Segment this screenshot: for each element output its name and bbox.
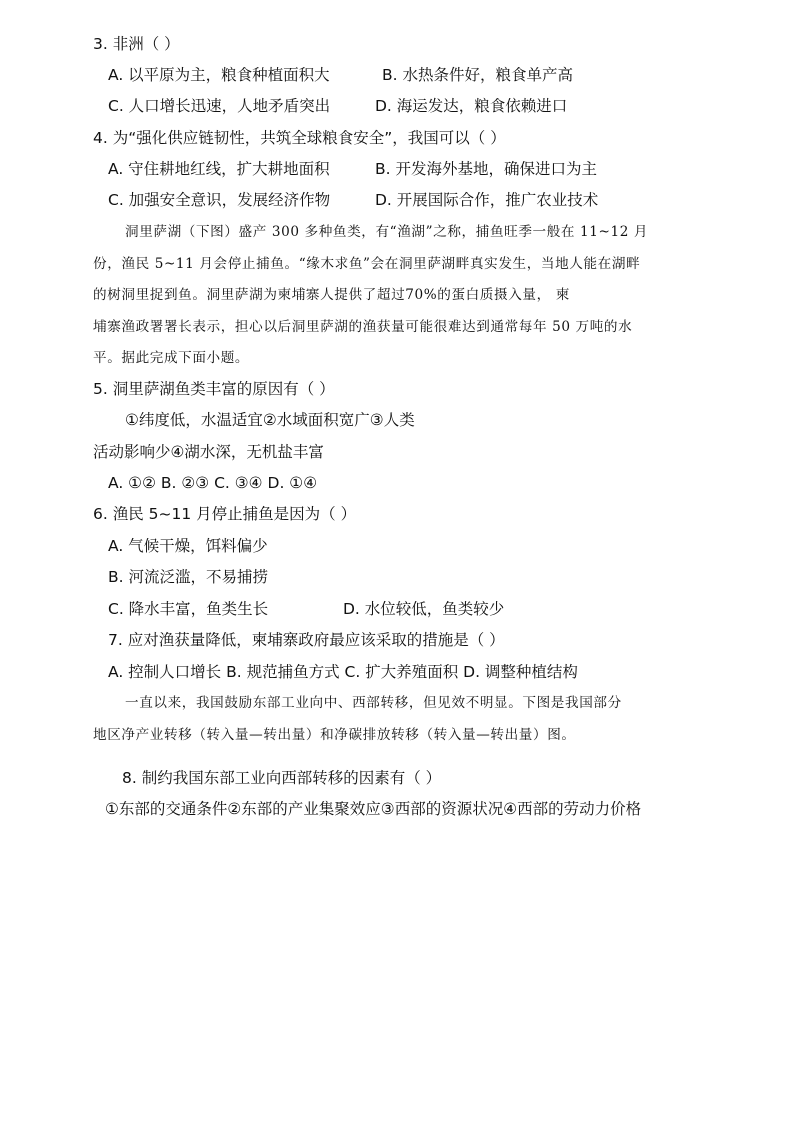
q8-options: ①东部的交通条件②东部的产业集聚效应③西部的资源状况④西部的劳动力价格	[105, 800, 642, 818]
passage1-line2: 份，渔民 5~11 月会停止捕鱼。“缘木求鱼”会在洞里萨湖畔真实发生，当地人能在湖畔	[93, 256, 641, 272]
q3-option-c: C. 人口增长迅速，人地矛盾突出	[108, 97, 331, 115]
passage2-line2: 地区净产业转移（转入量—转出量）和净碳排放转移（转入量—转出量）图。	[93, 727, 576, 743]
q3-option-d: D. 海运发达，粮食依赖进口	[375, 97, 568, 115]
q4-option-c: C. 加强安全意识，发展经济作物	[108, 191, 331, 209]
q6-option-c: C. 降水丰富，鱼类生长	[108, 600, 269, 618]
q6-option-a: A. 气候干燥，饵料偏少	[108, 537, 268, 555]
passage2-line1: 一直以来，我国鼓励东部工业向中、西部转移，但见效不明显。下图是我国部分	[125, 695, 622, 711]
passage1-line3: 的树洞里捉到鱼。洞里萨湖为柬埔寨人提供了超过70%的蛋白质摄入量， 柬	[93, 287, 570, 303]
q4-option-a: A. 守住耕地红线，扩大耕地面积	[108, 160, 330, 178]
q4-option-d: D. 开展国际合作，推广农业技术	[375, 191, 599, 209]
q5-options-line1: ①纬度低，水温适宜②水域面积宽广③人类	[125, 411, 415, 429]
q6-option-d: D. 水位较低，鱼类较少	[343, 600, 505, 618]
q3-option-a: A. 以平原为主，粮食种植面积大	[108, 66, 330, 84]
q5-stem: 5. 洞里萨湖鱼类丰富的原因有（ ）	[93, 380, 335, 398]
q4-option-b: B. 开发海外基地，确保进口为主	[375, 160, 597, 178]
q3-option-b: B. 水热条件好，粮食单产高	[382, 66, 573, 84]
passage1-line5: 平。据此完成下面小题。	[93, 350, 250, 366]
passage1-line4: 埔寨渔政署署长表示，担心以后洞里萨湖的渔获量可能很难达到通常每年 50 万吨的水	[93, 319, 633, 335]
q6-option-b: B. 河流泛滥，不易捕捞	[108, 568, 268, 586]
q7-choices: A. 控制人口增长 B. 规范捕鱼方式 C. 扩大养殖面积 D. 调整种植结构	[108, 663, 578, 681]
q7-stem: 7. 应对渔获量降低，柬埔寨政府最应该采取的措施是（ ）	[108, 631, 505, 649]
q5-choices: A. ①② B. ②③ C. ③④ D. ①④	[108, 474, 318, 492]
q3-stem: 3. 非洲（ ）	[93, 35, 180, 53]
q5-options-line2: 活动影响少④湖水深，无机盐丰富	[93, 443, 324, 461]
q4-stem: 4. 为“强化供应链韧性，共筑全球粮食安全”，我国可以（ ）	[93, 129, 506, 147]
q8-stem: 8. 制约我国东部工业向西部转移的因素有（ ）	[122, 769, 442, 787]
q6-stem: 6. 渔民 5~11 月停止捕鱼是因为（ ）	[93, 505, 357, 523]
passage1-line1: 洞里萨湖（下图）盛产 300 多种鱼类，有“渔湖”之称，捕鱼旺季一般在 11~12 月	[125, 224, 649, 240]
